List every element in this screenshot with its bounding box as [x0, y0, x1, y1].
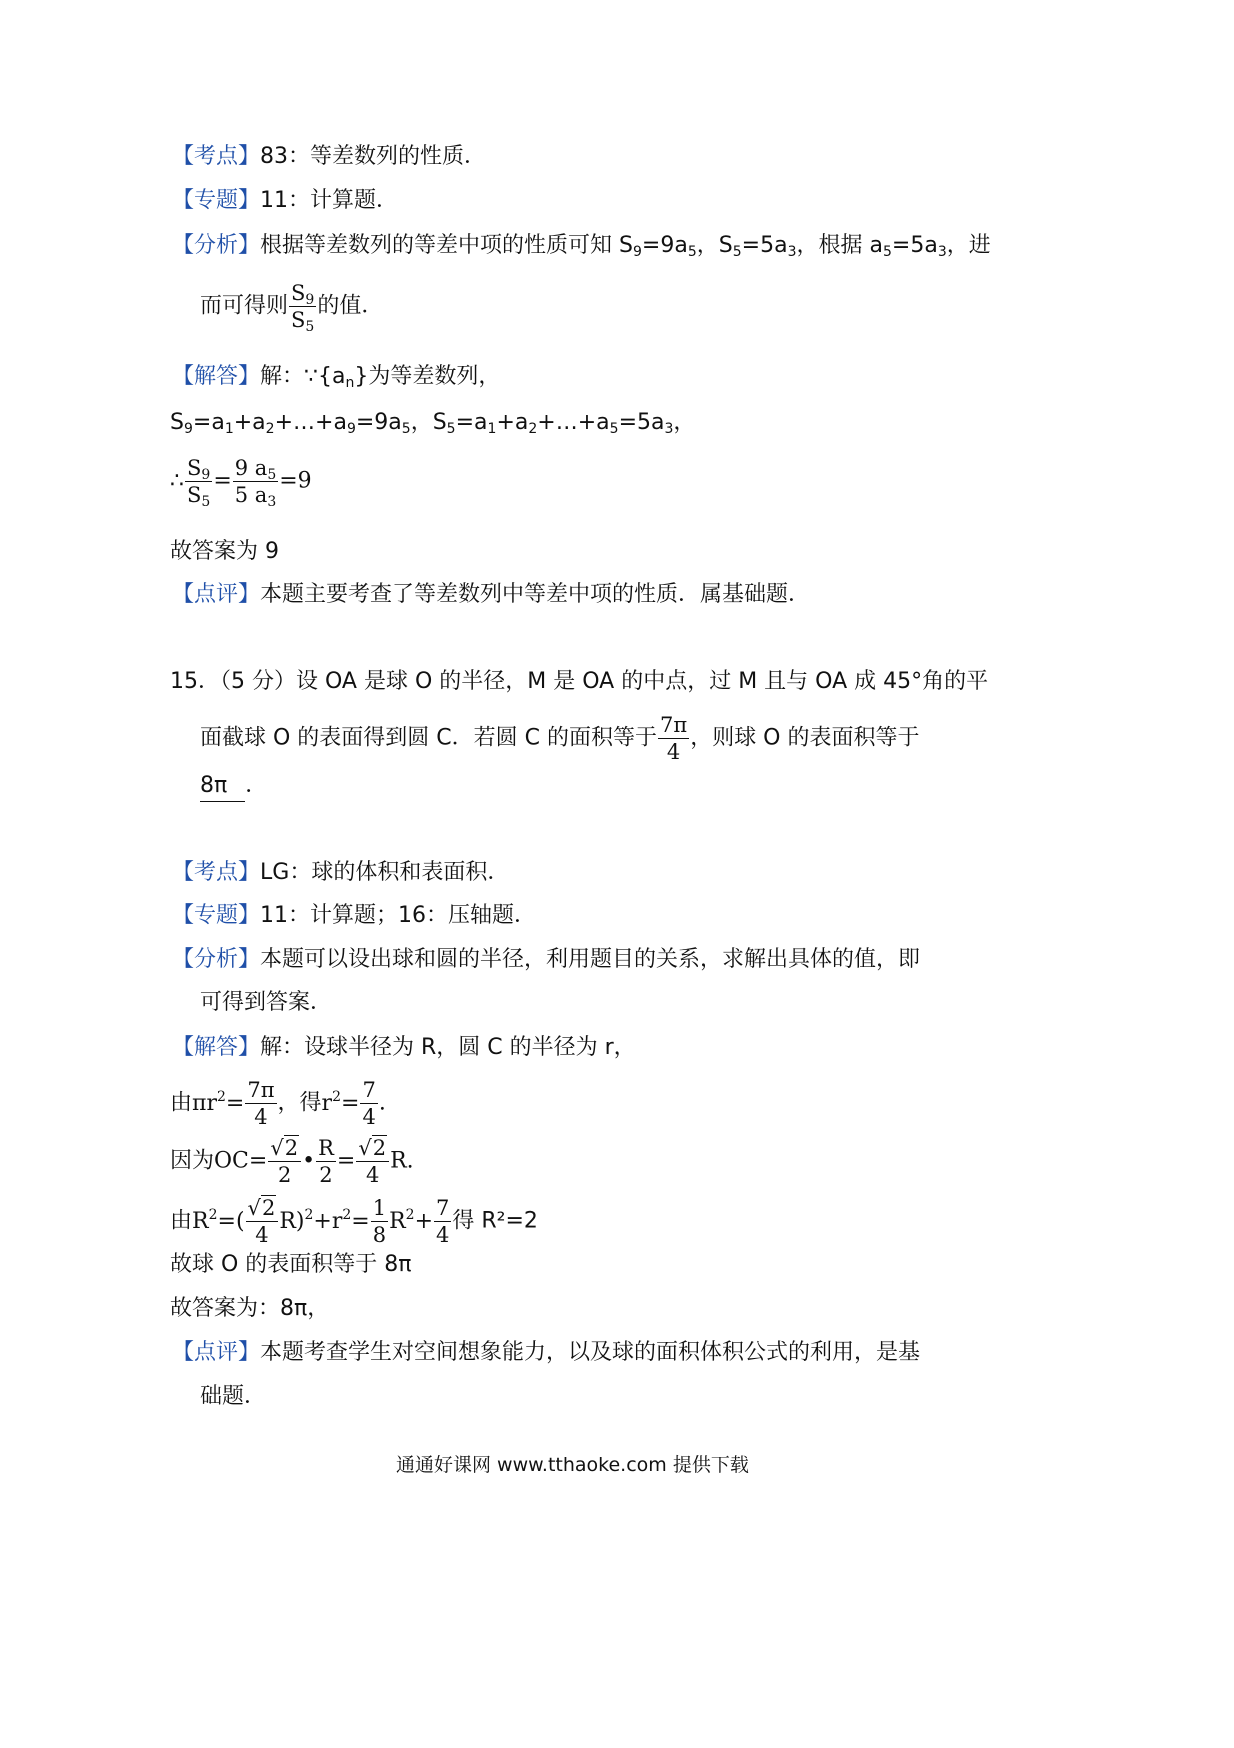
q15-stem-line1: 15．（5 分）设 OA 是球 O 的半径，M 是 OA 的中点，过 M 且与 OA 成 45°角的平 — [170, 669, 989, 694]
zhuanti-tag: 【专题】 — [172, 903, 261, 928]
dianping-tag: 【点评】 — [172, 582, 261, 607]
fraction-s9-s5: $\frac{S_9}{S_5}$ — [291, 281, 315, 335]
page-footer: 通通好课网 www.tthaoke.com 提供下载 — [396, 1454, 749, 1476]
q15-zhuanti: 【专题】11：计算题；16：压轴题． — [172, 903, 537, 928]
fenxi-tag: 【分析】 — [172, 233, 261, 258]
dianping-tag: 【点评】 — [172, 1340, 261, 1365]
fenxi-tag: 【分析】 — [172, 947, 261, 972]
q15-jieda: 【解答】解：设球半径为 R，圆 C 的半径为 r， — [172, 1035, 636, 1060]
kaodian-tag: 【考点】 — [172, 144, 261, 169]
q14-kaodian: 【考点】83：等差数列的性质． — [172, 144, 487, 169]
q15-dianping-line1: 【点评】本题考查学生对空间想象能力，以及球的面积体积公式的利用，是基 — [172, 1340, 921, 1365]
q15-kaodian: 【考点】LG：球的体积和表面积． — [172, 860, 510, 885]
q14-dianping: 【点评】本题主要考查了等差数列中等差中项的性质．属基础题． — [172, 582, 811, 607]
q15-formula-area: 由$\pi r^2=$ $\frac{7\pi}{4}$ ，得$r^2=$ $\frac{7}{4}$ . — [170, 1078, 386, 1129]
q15-formula-oc: 因为OC= $\frac{√2}{2}$ • $\frac{R}{2}$ = $\frac{√2}{4}$ R. — [170, 1136, 414, 1187]
q15-stem-line2: 面截球 O 的表面得到圆 C．若圆 C 的面积等于 $\frac{7\pi}{4}$ ，则球 O 的表面积等于 — [200, 713, 920, 764]
jieda-tag: 【解答】 — [172, 1035, 261, 1060]
kaodian-tag: 【考点】 — [172, 860, 261, 885]
jieda-tag: 【解答】 — [172, 364, 261, 389]
q15-fenxi-line2: 可得到答案． — [200, 990, 333, 1015]
q15-stem-line3: 8π ． — [200, 771, 267, 802]
q14-jieda: 【解答】解：$\because\{a_n\}$为等差数列， — [172, 364, 501, 391]
q14-fenxi-line2: 而可得则 $\frac{S_9}{S_5}$ 的值． — [200, 281, 384, 335]
q14-formula-ratio: ∴ $\frac{S_9}{S_5}$ = $\frac{9 a_5}{5 a_3}$ =9 — [170, 456, 312, 510]
q14-zhuanti: 【专题】11：计算题． — [172, 188, 399, 213]
q14-answer: 故答案为 9 — [170, 539, 279, 564]
q14-formula-sums: $S_9=a_1+a_2+\dots+a_9=9a_5$，$S_5=a_1+a_2+\dots+a_5=5a_3$， — [170, 410, 696, 437]
q15-formula-r2: 由$R^2=$( $\frac{√2}{4}$ $R)^2+r^2=$ $\frac{1}{8}$ $R^2+$ $\frac{7}{4}$ 得 R²=2 — [170, 1196, 538, 1247]
q15-fenxi-line1: 【分析】本题可以设出球和圆的半径，利用题目的关系，求解出具体的值，即 — [172, 947, 921, 972]
answer-blank: 8π — [200, 771, 245, 802]
q15-conclusion: 故球 O 的表面积等于 8π — [170, 1252, 412, 1277]
q15-answer: 故答案为：8π， — [170, 1296, 330, 1321]
q14-fenxi-line1: 【分析】根据等差数列的等差中项的性质可知 $S_9=9a_5$，$S_5=5a_3$，根据 $a_5=5a_3$，进 — [172, 233, 991, 260]
zhuanti-tag: 【专题】 — [172, 188, 261, 213]
q15-dianping-line2: 础题． — [200, 1384, 267, 1409]
